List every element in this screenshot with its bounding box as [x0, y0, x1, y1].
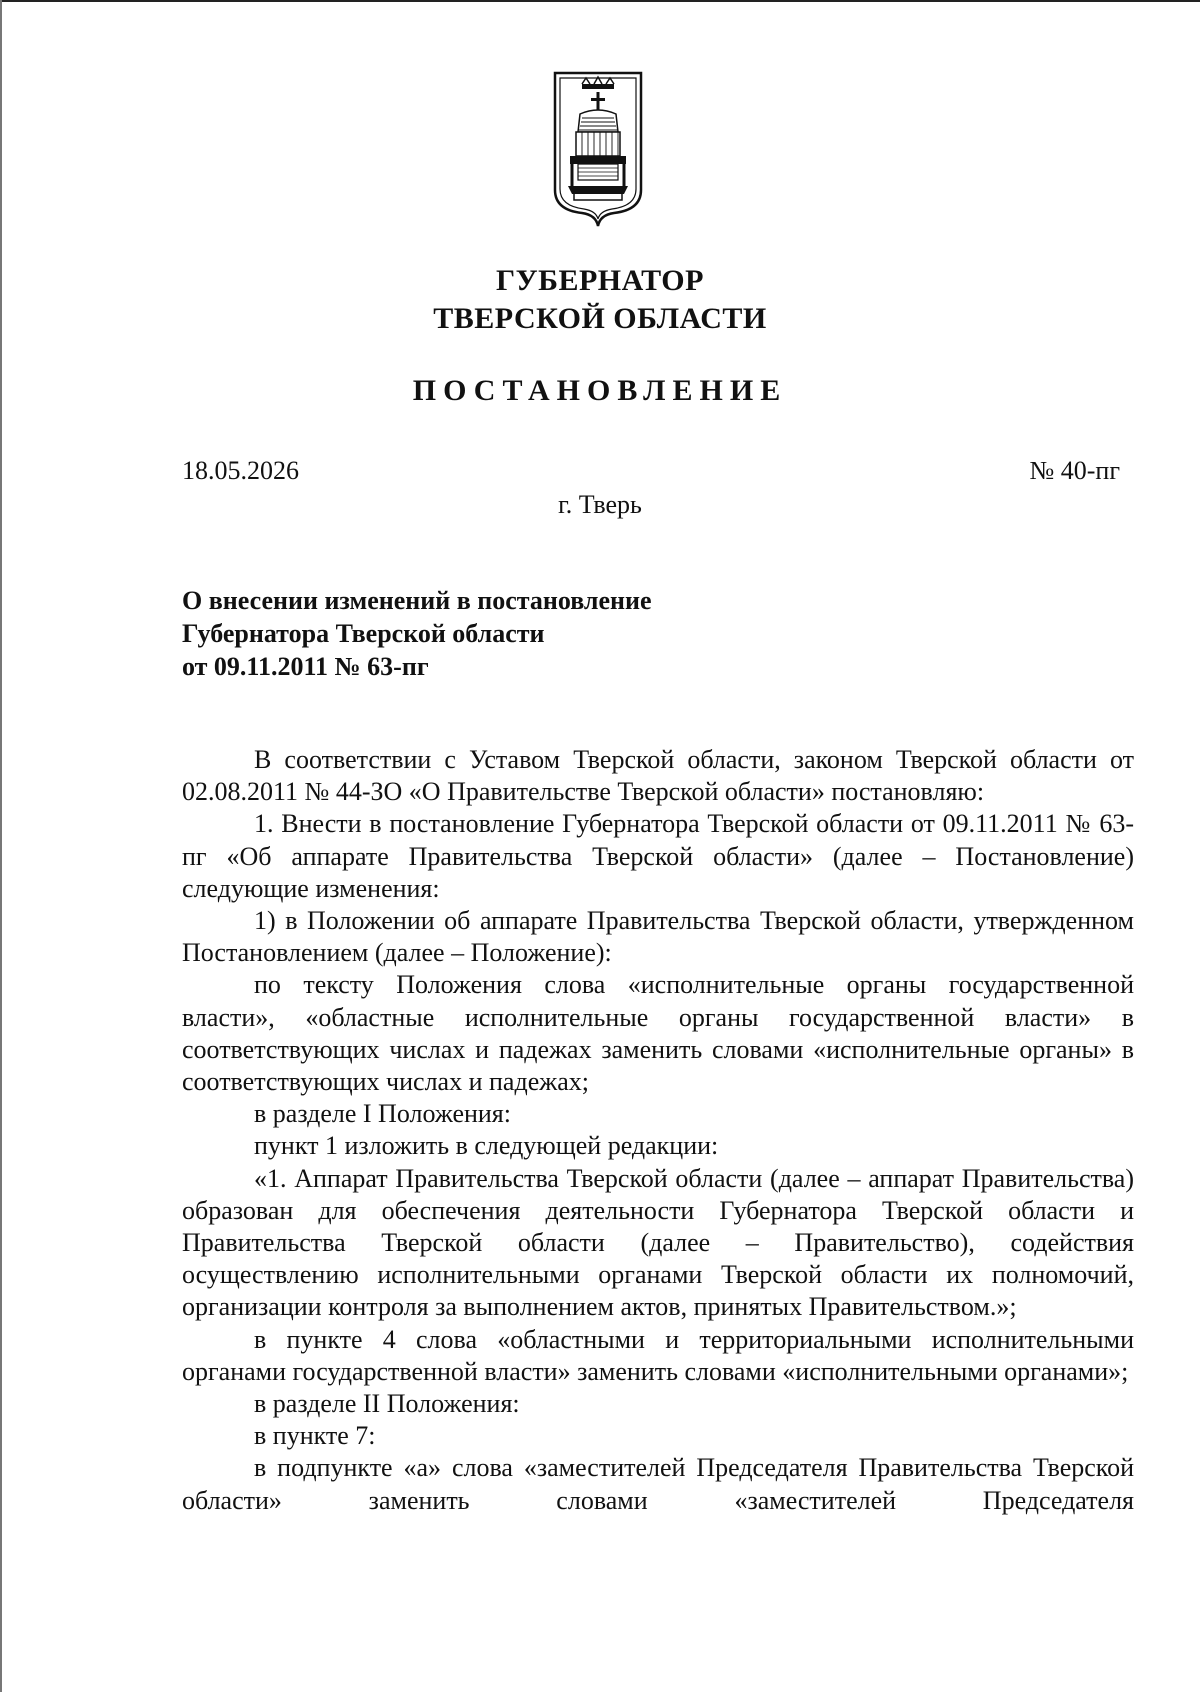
body-paragraph: пункт 1 изложить в следующей редакции: — [254, 1131, 719, 1161]
document-city: г. Тверь — [558, 490, 642, 519]
body-paragraph: 1) в Положении об аппарате Правительства Тверской области, утвержденном Постановлением (далее – Положение): — [182, 906, 1134, 968]
document-body — [182, 744, 1134, 1517]
coat-of-arms-icon — [552, 70, 644, 228]
page-edge-left — [0, 0, 2, 1692]
body-paragraph: В соответствии с Уставом Тверской области, законом Тверской области от 02.08.2011 № 44-ЗО «О Правительстве Тверской области» постановляю: — [182, 745, 1134, 807]
authority-title-line1: ГУБЕРНАТОР — [496, 264, 704, 297]
authority-title-line2: ТВЕРСКОЙ ОБЛАСТИ — [433, 302, 767, 335]
subject-line: от 09.11.2011 № 63-пг — [182, 652, 429, 681]
document-number: № 40-пг — [1029, 456, 1120, 485]
document-date: 18.05.2026 — [182, 456, 299, 485]
page-edge-top — [0, 0, 1200, 2]
body-paragraph: в пункте 7: — [254, 1421, 376, 1451]
body-paragraph: 1. Внести в постановление Губернатора Тверской области от 09.11.2011 № 63-пг «Об аппарате Правительства Тверской области» (далее – Постановление) следующие изменения: — [182, 809, 1134, 903]
body-paragraph: в разделе I Положения: — [254, 1099, 511, 1129]
body-paragraph: по тексту Положения слова «исполнительные органы государственной власти», «областные исполнительные органы государственной власти» в соответствующих числах и падежах заменить словами «исполнительные органы» в соответствующих числах и падежах; — [182, 970, 1134, 1097]
body-paragraph: в пункте 4 слова «областными и территориальными исполнительными органами государственной власти» заменить словами «исполнительными органами»; — [182, 1324, 1134, 1386]
subject-line: О внесении изменений в постановление — [182, 586, 652, 615]
body-paragraph: «1. Аппарат Правительства Тверской области (далее – аппарат Правительства) образован для обеспечения деятельности Губернатора Тверской области и Правительства Тверской области (далее – Правительство), содействия осуществлению исполнительными органами Тверской области их полномочий, организации контроля за выполнением актов, принятых Правительством.»; — [182, 1163, 1134, 1322]
body-paragraph: в подпункте «а» слова «заместителей Председателя Правительства Тверской области» заменить словами «заместителей Председателя — [182, 1453, 1134, 1515]
document-type-title: ПОСТАНОВЛЕНИЕ — [412, 374, 788, 407]
body-paragraph: в разделе II Положения: — [254, 1389, 520, 1419]
subject-line: Губернатора Тверской области — [182, 619, 545, 648]
document-subject — [182, 584, 652, 683]
